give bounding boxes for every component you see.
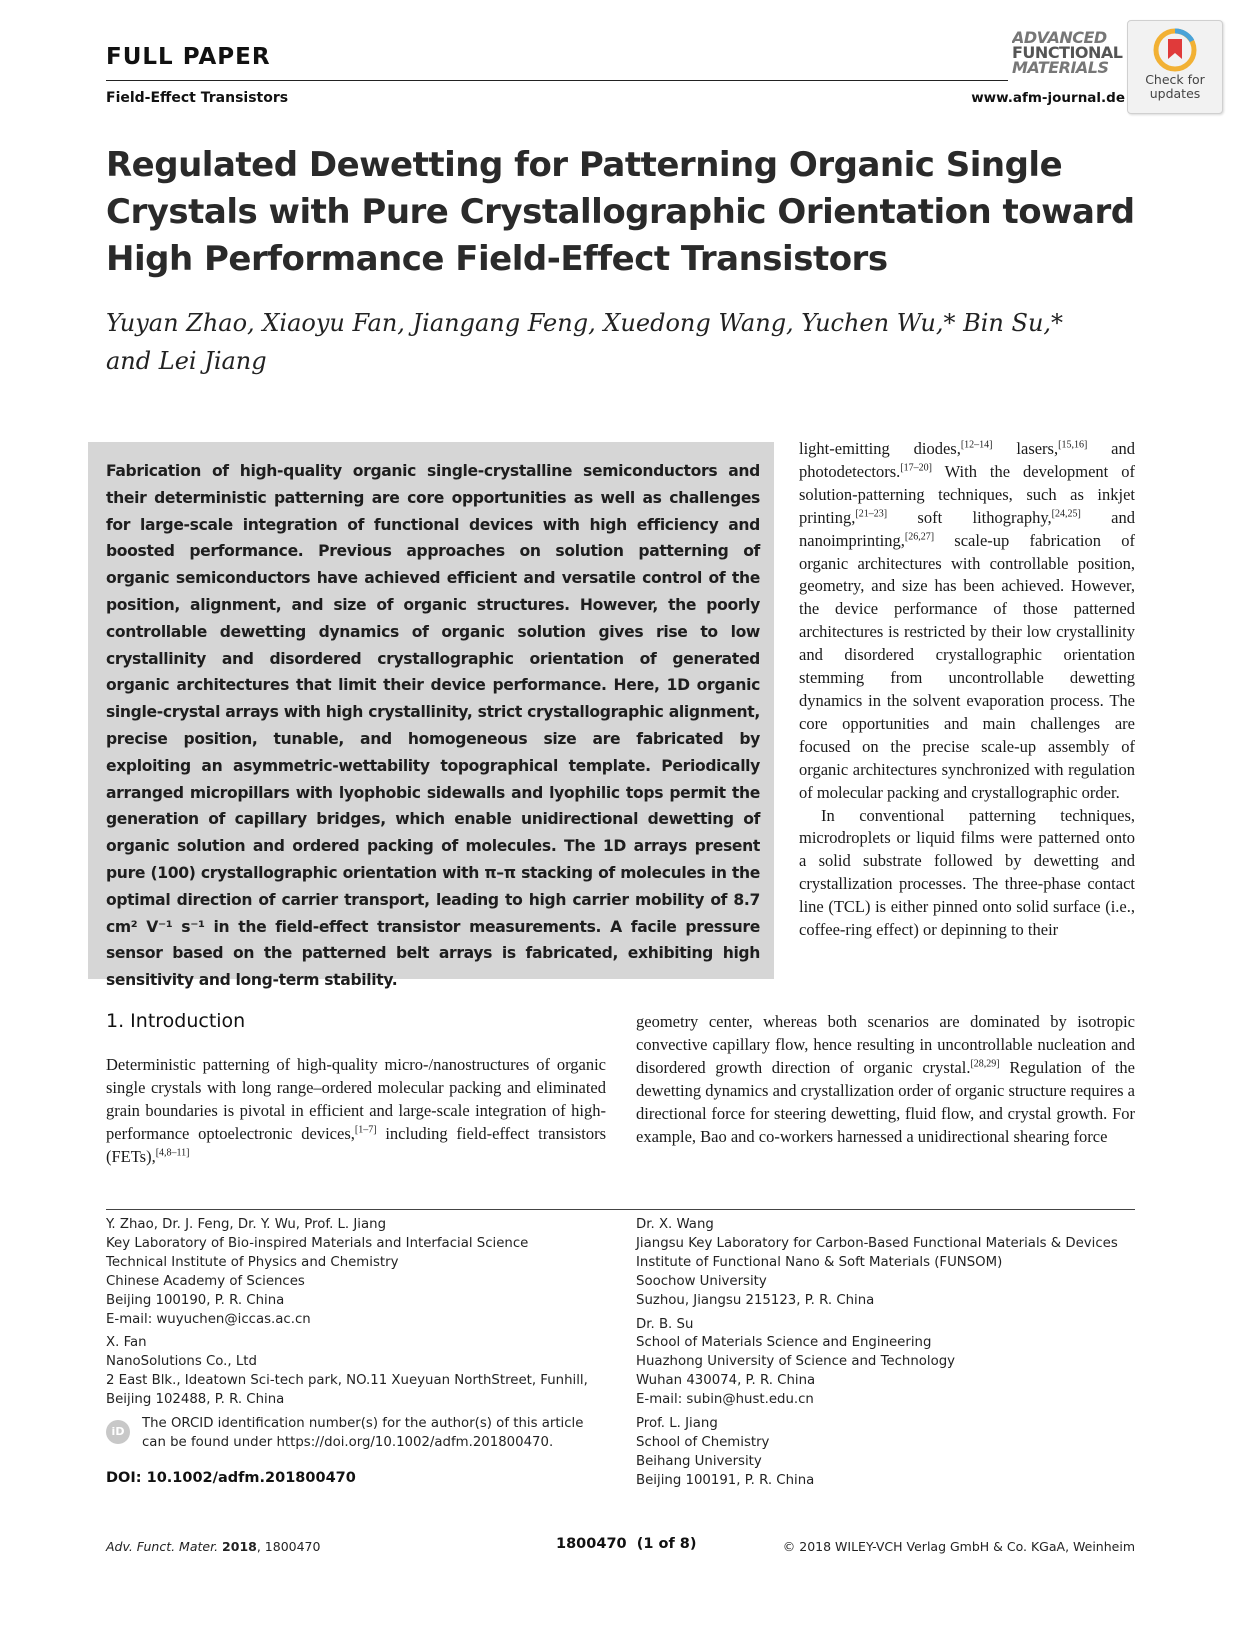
body-text: soft lithography, — [887, 507, 1052, 527]
affiliation-line: Wuhan 430074, P. R. China — [636, 1373, 816, 1389]
abstract-text: Fabrication of high-quality organic single-crystalline semiconductors and their deterministic patterning are core opportunities as well as challenges for large-scale integration of functional devices with high efficiency and boosted performance. Previous approaches on solution patterning of organic semiconductors have achieved efficient and versatile control of the position, alignment, and size of organic structures. However, the poorly controllable dewetting dynamics of organic solution gives rise to low crystallinity and disordered crystallographic orientation of generated organic architectures that limit their device performance. Here, 1D organic single-crystal arrays with high crystallinity, strict crystallographic alignment, precise position, tunable, and homogeneous size are fabricated by exploiting an asymmetric-wettability topographical template. Periodically arranged micropillars with lyophobic sidewalls and lyophilic tops permit the generation of capillary bridges, which enable unidirectional dewetting of organic solution and ordered packing of molecules. The 1D arrays present pure (100) crystallographic orientation with π–π stacking of molecules in the optimal direction of carrier transport, leading to high carrier mobility of 8.7 cm² V⁻¹ s⁻¹ in the field-effect transistor measurements. A facile pressure sensor based on the patterned belt arrays is fabricated, exhibiting high sensitivity and long-term stability. — [106, 462, 760, 990]
footer-year: 2018 — [222, 1539, 257, 1554]
body-text: Regulation of the dewetting dynamics and crystallization order of organic structure requires a directional force for steering dewetting, fluid flow, and crystal growth. For example, Bao and co-workers harnessed a unidirectional shearing force — [636, 1057, 1135, 1146]
orcid-note-line: The ORCID identification number(s) for the author(s) of this article — [142, 1416, 584, 1431]
affiliation-line: NanoSolutions Co., Ltd — [106, 1354, 257, 1370]
footer-article-no: , 1800470 — [256, 1539, 321, 1554]
body-paragraph — [799, 438, 1135, 805]
copyright: © 2018 WILEY-VCH Verlag GmbH & Co. KGaA, Weinheim — [782, 1539, 1135, 1554]
check-for-updates-button[interactable] — [1127, 20, 1223, 114]
affiliation-line: Beijing 102488, P. R. China — [106, 1392, 285, 1408]
author-line: and Lei Jiang — [106, 347, 267, 375]
body-text: lasers, — [992, 439, 1059, 458]
affiliation-line: Huazhong University of Science and Technology — [636, 1354, 956, 1370]
affiliations-left — [106, 1216, 621, 1415]
affiliation-line: Key Laboratory of Bio-inspired Materials and Interfacial Science — [106, 1235, 529, 1251]
affiliation-line: Jiangsu Key Laboratory for Carbon-Based Functional Materials & Devices — [636, 1235, 1118, 1251]
affiliation-line: X. Fan — [106, 1335, 147, 1351]
orcid-doi-link[interactable]: can be found under https://doi.org/10.1002/adfm.201800470. — [142, 1434, 554, 1450]
affiliation-line: Institute of Functional Nano & Soft Materials (FUNSOM) — [636, 1254, 1003, 1270]
paper-title: Regulated Dewetting for Patterning Organic Single Crystals with Pure Crystallographic Orientation toward High Performance Field-Effect Transistors — [106, 145, 1135, 279]
citation-ref[interactable]: [4,8–11] — [155, 1147, 190, 1159]
body-text: With the development of solution-patterning techniques, such as inkjet printing, — [799, 461, 1135, 527]
citation-ref[interactable]: [17–20] — [900, 462, 932, 474]
affiliation-block — [636, 1216, 1136, 1311]
page-number: 1800470 (1 of 8) — [556, 1536, 697, 1552]
affiliation-line: School of Chemistry — [636, 1434, 770, 1450]
affiliation-block — [636, 1316, 1136, 1411]
check-badge-line: Check for — [1145, 72, 1205, 87]
affiliations-right — [636, 1216, 1136, 1496]
check-badge-line: updates — [1149, 86, 1201, 101]
citation-ref[interactable]: [1–7] — [354, 1124, 377, 1136]
body-text: and nanoimprinting, — [799, 507, 1135, 550]
affiliation-line: School of Materials Science and Engineering — [636, 1335, 932, 1351]
affiliation-line: Dr. X. Wang — [636, 1217, 714, 1232]
citation-ref[interactable]: [12–14] — [960, 439, 993, 451]
body-text: including field-effect transistors (FETs), — [106, 1123, 607, 1166]
affiliation-line: Chinese Academy of Sciences — [106, 1273, 305, 1289]
citation-ref[interactable]: [21–23] — [855, 508, 888, 520]
orcid-icon: iD — [106, 1420, 130, 1444]
body-column-right — [799, 438, 1135, 942]
author-list — [106, 304, 1106, 380]
affiliation-line: 2 East Blk., Ideatown Sci-tech park, NO.11 Xueyuan NorthStreet, Funhill, — [106, 1373, 588, 1389]
citation-ref[interactable]: [26,27] — [904, 531, 935, 543]
affiliation-line: Prof. L. Jiang — [636, 1416, 718, 1432]
affiliation-line: Y. Zhao, Dr. J. Feng, Dr. Y. Wu, Prof. L. Jiang — [106, 1217, 387, 1232]
affiliation-line: Soochow University — [636, 1273, 767, 1289]
body-text: light-emitting diodes, — [799, 439, 961, 458]
body-text: geometry center, whereas both scenarios are dominated by isotropic convective capillary flow, hence resulting in uncontrollable nucleation and disordered growth direction of organic crystal. — [636, 1012, 1135, 1077]
section-heading: 1. Introduction — [106, 1010, 246, 1032]
body-paragraph — [636, 1011, 1135, 1148]
email-link[interactable]: E-mail: wuyuchen@iccas.ac.cn — [106, 1311, 311, 1327]
footer-citation — [106, 1539, 320, 1554]
journal-logo-line: FUNCTIONAL — [1012, 43, 1123, 62]
affiliation-rule — [106, 1209, 1135, 1210]
affiliation-line: Suzhou, Jiangsu 215123, P. R. China — [636, 1292, 875, 1308]
body-paragraph — [106, 1054, 606, 1169]
email-link[interactable]: E-mail: subin@hust.edu.cn — [636, 1392, 814, 1408]
affiliation-line: Technical Institute of Physics and Chemistry — [106, 1254, 399, 1270]
crossmark-icon — [1152, 27, 1198, 73]
body-text: Deterministic patterning of high-quality micro-/nanostructures of organic single crystals with long range–ordered molecular packing and eliminated grain boundaries is pivotal in efficient and large-scale integration of high-performance optoelectronic devices, — [106, 1055, 606, 1143]
article-type-label: FULL PAPER — [106, 44, 271, 70]
doi-label[interactable]: DOI: 10.1002/adfm.201800470 — [106, 1470, 356, 1486]
affiliation-block — [106, 1334, 621, 1410]
body-text: and photodetectors. — [799, 439, 1135, 481]
affiliation-line: Beijing 100190, P. R. China — [106, 1292, 285, 1308]
body-text: scale-up fabrication of organic architectures with controllable position, geometry, and size has been achieved. However, the device performance of those patterned architectures is restricted by their low crystallinity and disordered crystallographic orientation stemming from uncontrollable dewetting dynamics in the solvent evaporation process. The core opportunities and main challenges are focused on the precise scale-up assembly of organic architectures synchronized with regulation of molecular packing and crystallographic order. — [799, 530, 1135, 802]
section-label: Field-Effect Transistors — [106, 90, 289, 106]
body-paragraph: In conventional patterning techniques, microdroplets or liquid films were patterned onto a solid substrate followed by dewetting and crystallization processes. The three-phase contact line (TCL) is either pinned onto solid surface (i.e., coffee-ring effect) or depinning to their — [799, 805, 1135, 940]
citation-ref[interactable]: [24,25] — [1051, 508, 1081, 520]
footer-journal: Adv. Funct. Mater. — [106, 1539, 219, 1554]
affiliation-line: Beihang University — [636, 1453, 762, 1469]
orcid-note — [142, 1415, 622, 1453]
affiliation-block — [636, 1415, 1136, 1491]
citation-ref[interactable]: [28,29] — [970, 1058, 1000, 1070]
journal-logo-line: ADVANCED — [1012, 30, 1107, 47]
citation-ref[interactable]: [15,16] — [1058, 439, 1088, 451]
affiliation-line: Beijing 100191, P. R. China — [636, 1472, 815, 1488]
affiliation-block — [106, 1216, 621, 1329]
journal-logo-line: MATERIALS — [1012, 58, 1109, 75]
author-line: Yuyan Zhao, Xiaoyu Fan, Jiangang Feng, Xuedong Wang, Yuchen Wu,* Bin Su,* — [106, 309, 1064, 337]
affiliation-line: Dr. B. Su — [636, 1316, 694, 1332]
journal-url-link[interactable]: www.afm-journal.de — [971, 90, 1125, 106]
journal-logo — [1012, 30, 1126, 75]
header-rule — [106, 80, 1008, 81]
